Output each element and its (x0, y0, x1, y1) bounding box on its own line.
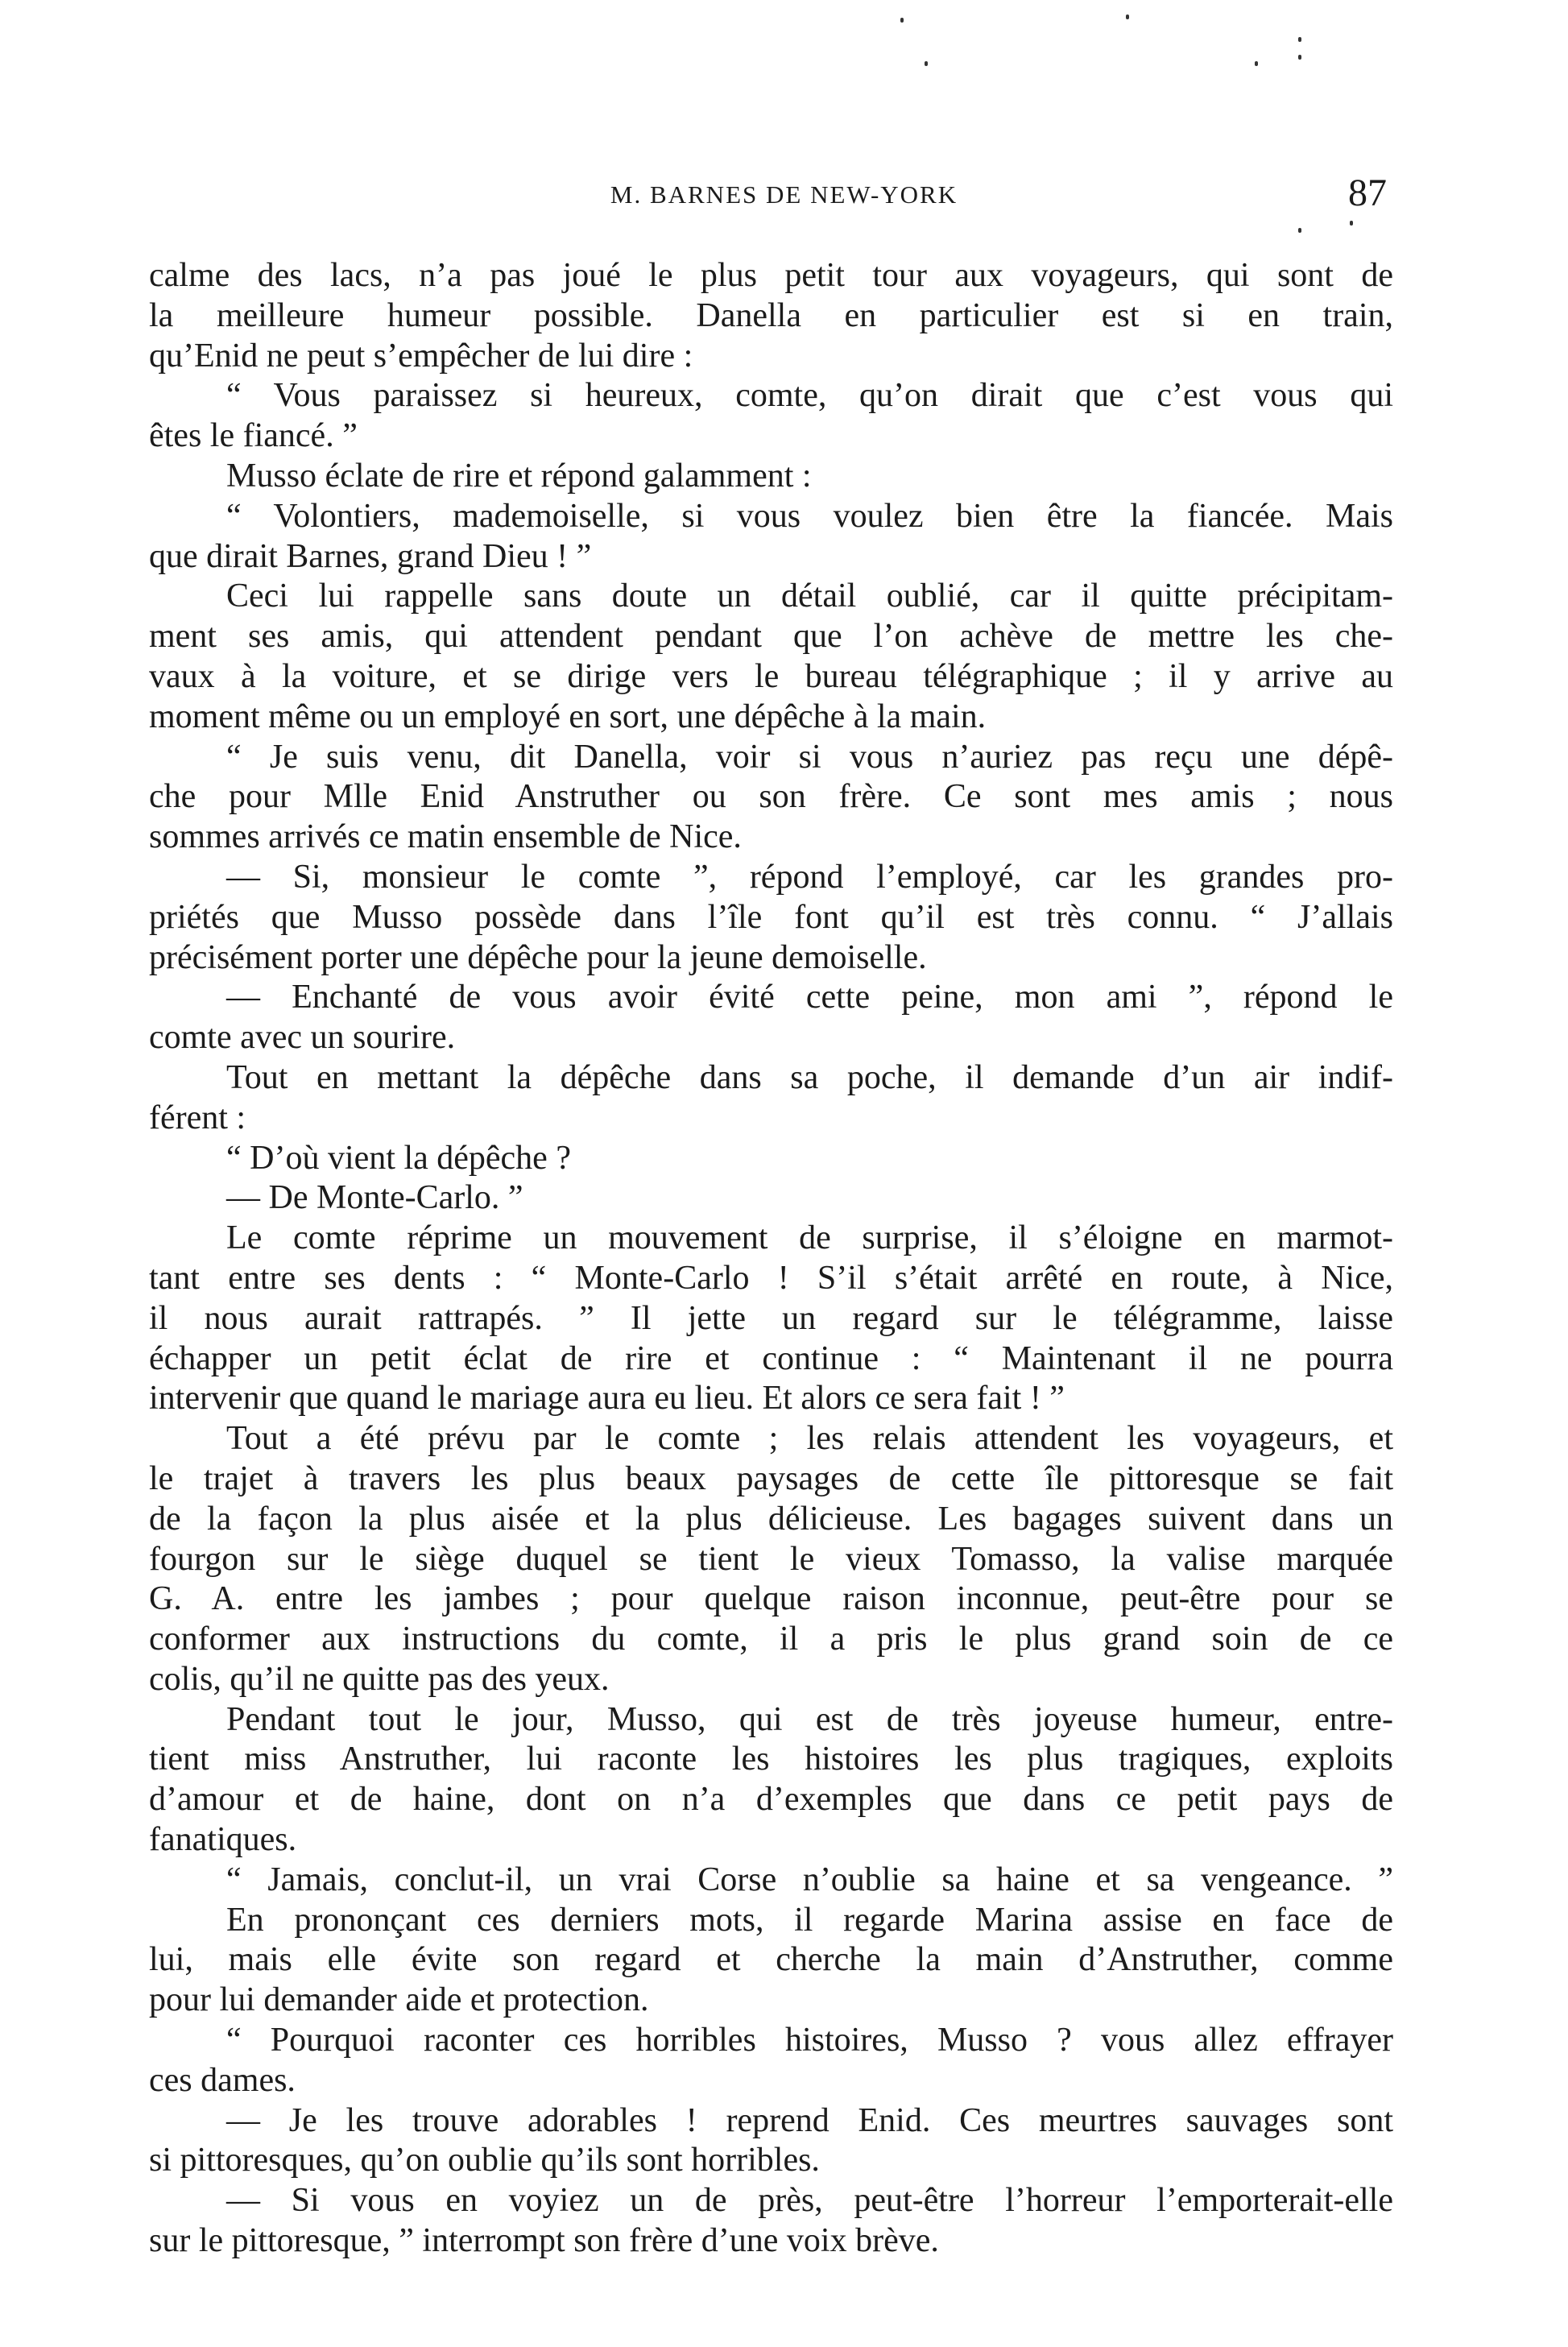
text-line: — Je les trouve adorables ! reprend Enid. Ces meurtres sauvages sont (226, 2101, 1393, 2139)
text-line: — Si, monsieur le comte ”, répond l’employé, car les grandes pro- (226, 858, 1393, 896)
text-line: che pour Mlle Enid Anstruther ou son frère. Ce sont mes amis ; nous (149, 778, 1393, 816)
text-line: Tout en mettant la dépêche dans sa poche, il demande d’un air indif- (226, 1058, 1393, 1096)
text-line: tant entre ses dents : “ Monte-Carlo ! S’il s’était arrêté en route, à Nice, (149, 1259, 1393, 1297)
text-line: Pendant tout le jour, Musso, qui est de très joyeuse humeur, entre- (226, 1700, 1393, 1738)
text-line: comte avec un sourire. (149, 1019, 456, 1057)
text-line: il nous aurait rattrapés. ” Il jette un regard sur le télégramme, laisse (149, 1299, 1393, 1337)
text-line: conformer aux instructions du comte, il a pris le plus grand soin de ce (149, 1621, 1393, 1658)
text-line: vaux à la voiture, et se dirige vers le bureau télégraphique ; il y arrive au (149, 657, 1393, 695)
scan-speck (1298, 37, 1301, 42)
running-head (0, 172, 1568, 224)
text-line: ces dames. (149, 2061, 296, 2099)
text-line: “ Pourquoi raconter ces horribles histoires, Musso ? vous allez effrayer (226, 2022, 1393, 2059)
text-line: Le comte réprime un mouvement de surprise, il s’éloigne en marmot- (226, 1219, 1393, 1257)
text-line: pour lui demander aide et protection. (149, 1981, 649, 2019)
text-line: intervenir que quand le mariage aura eu lieu. Et alors ce sera fait ! ” (149, 1380, 1065, 1418)
text-line: “ Jamais, conclut-il, un vrai Corse n’oublie sa haine et sa vengeance. ” (226, 1861, 1393, 1898)
body-text (149, 256, 1393, 2262)
scan-speck (1298, 55, 1301, 60)
scan-speck (1126, 14, 1129, 19)
text-line: “ Vous paraissez si heureux, comte, qu’on dirait que c’est vous qui (226, 377, 1393, 415)
text-line: En prononçant ces derniers mots, il regarde Marina assise en face de (226, 1901, 1393, 1939)
text-line: priétés que Musso possède dans l’île font qu’il est très connu. “ J’allais (149, 898, 1393, 936)
running-title: M. BARNES DE NEW-YORK (610, 180, 958, 209)
text-line: de la façon la plus aisée et la plus délicieuse. Les bagages suivent dans un (149, 1500, 1393, 1538)
text-line: sommes arrivés ce matin ensemble de Nice. (149, 818, 742, 856)
text-line: moment même ou un employé en sort, une dépêche à la main. (149, 697, 987, 735)
text-line: — Si vous en voyiez un de près, peut-être l’horreur l’emporterait-elle (226, 2182, 1393, 2220)
text-line: férent : (149, 1099, 246, 1136)
text-line: lui, mais elle évite son regard et cherche la main d’Anstruther, comme (149, 1941, 1393, 1979)
text-line: fanatiques. (149, 1821, 297, 1859)
text-line: êtes le fiancé. ” (149, 417, 358, 455)
text-line: “ D’où vient la dépêche ? (226, 1139, 571, 1177)
text-line: “ Volontiers, mademoiselle, si vous voulez bien être la fiancée. Mais (226, 497, 1393, 535)
text-line: précisément porter une dépêche pour la jeune demoiselle. (149, 938, 927, 976)
text-line: qu’Enid ne peut s’empêcher de lui dire : (149, 337, 693, 375)
text-line: fourgon sur le siège duquel se tient le vieux Tomasso, la valise marquée (149, 1540, 1393, 1578)
text-line: que dirait Barnes, grand Dieu ! ” (149, 537, 592, 575)
text-line: “ Je suis venu, dit Danella, voir si vous n’auriez pas reçu une dépê- (226, 738, 1393, 776)
text-line: le trajet à travers les plus beaux paysages de cette île pittoresque se fait (149, 1459, 1393, 1497)
scan-speck (1298, 228, 1301, 233)
text-line: tient miss Anstruther, lui raconte les histoires les plus tragiques, exploits (149, 1741, 1393, 1778)
text-line: colis, qu’il ne quitte pas des yeux. (149, 1660, 610, 1698)
text-line: sur le pittoresque, ” interrompt son frère d’une voix brève. (149, 2222, 939, 2260)
text-line: si pittoresques, qu’on oublie qu’ils sont horribles. (149, 2142, 820, 2179)
scan-speck (1255, 61, 1258, 66)
text-line: calme des lacs, n’a pas joué le plus petit tour aux voyageurs, qui sont de (149, 257, 1393, 294)
text-line: ment ses amis, qui attendent pendant que l’on achève de mettre les che- (149, 618, 1393, 656)
scan-speck (900, 18, 904, 23)
text-line: la meilleure humeur possible. Danella en particulier est si en train, (149, 296, 1393, 334)
text-line: Tout a été prévu par le comte ; les relais attendent les voyageurs, et (226, 1420, 1393, 1458)
text-line: — Enchanté de vous avoir évité cette peine, mon ami ”, répond le (226, 979, 1393, 1016)
text-line: — De Monte-Carlo. ” (226, 1179, 523, 1217)
text-line: G. A. entre les jambes ; pour quelque raison inconnue, peut-être pour se (149, 1580, 1393, 1618)
page-number: 87 (1348, 172, 1387, 214)
text-line: Ceci lui rappelle sans doute un détail oublié, car il quitte précipitam- (226, 577, 1393, 615)
text-line: Musso éclate de rire et répond galamment : (226, 457, 812, 495)
text-line: échapper un petit éclat de rire et continue : “ Maintenant il ne pourra (149, 1339, 1393, 1377)
text-line: d’amour et de haine, dont on n’a d’exemples que dans ce petit pays de (149, 1781, 1393, 1819)
scan-speck (925, 61, 928, 66)
